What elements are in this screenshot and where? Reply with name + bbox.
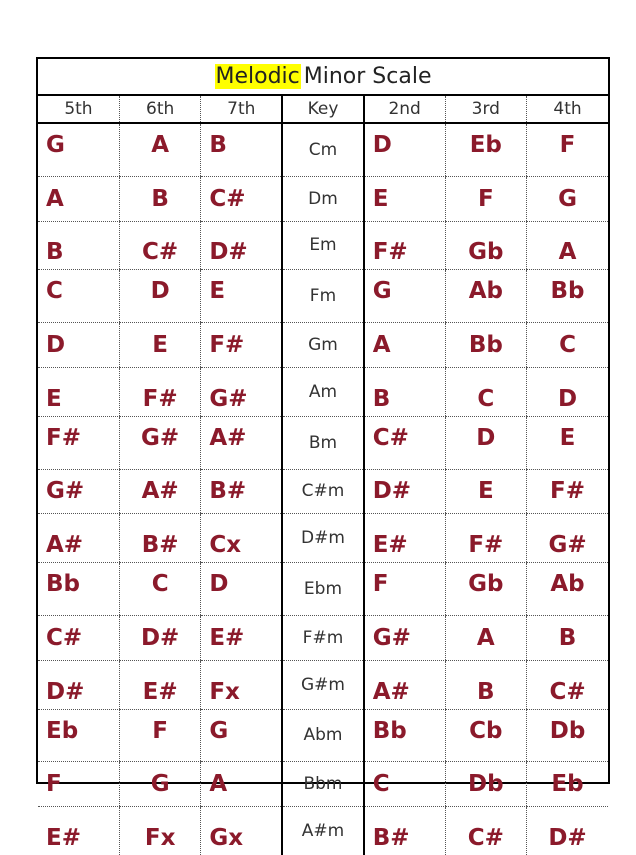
key-cell: Am	[282, 367, 363, 416]
note-cell-5th: E	[38, 367, 119, 416]
note-cell-6th: F	[119, 709, 200, 762]
note-cell-6th: G	[119, 762, 200, 807]
note-cell-7th: D#	[201, 221, 282, 270]
table-row	[38, 469, 608, 514]
note-cell-7th: E	[201, 270, 282, 323]
note-cell-7th: A#	[201, 416, 282, 469]
note-cell-5th: D	[38, 323, 119, 368]
note-cell-2nd: F	[364, 563, 445, 616]
note-cell-4th: D	[527, 367, 608, 416]
title-rest: Minor Scale	[303, 64, 432, 89]
note-cell-4th: F#	[527, 469, 608, 514]
key-cell: Bm	[282, 416, 363, 469]
note-cell-7th: Cx	[201, 514, 282, 563]
note-cell-2nd: A	[364, 323, 445, 368]
chart-title	[38, 59, 608, 96]
note-cell-3rd: F	[445, 176, 526, 221]
key-cell: Fm	[282, 270, 363, 323]
note-cell-6th: A	[119, 123, 200, 176]
note-cell-5th: Bb	[38, 563, 119, 616]
key-cell: Ebm	[282, 563, 363, 616]
note-cell-4th: Eb	[527, 762, 608, 807]
note-cell-5th: C	[38, 270, 119, 323]
key-cell: D#m	[282, 514, 363, 563]
note-cell-3rd: A	[445, 615, 526, 660]
table-row	[38, 176, 608, 221]
table-row	[38, 709, 608, 762]
header-7th: 7th	[201, 96, 282, 123]
key-cell: G#m	[282, 660, 363, 709]
note-cell-7th: A	[201, 762, 282, 807]
table-row	[38, 660, 608, 709]
table-row	[38, 514, 608, 563]
note-cell-3rd: E	[445, 469, 526, 514]
note-cell-7th: Gx	[201, 807, 282, 855]
note-cell-6th: Fx	[119, 807, 200, 855]
scale-chart	[36, 57, 610, 851]
note-cell-2nd: B	[364, 367, 445, 416]
table-row	[38, 762, 608, 807]
note-cell-6th: A#	[119, 469, 200, 514]
note-cell-6th: C#	[119, 221, 200, 270]
note-cell-2nd: C#	[364, 416, 445, 469]
note-cell-2nd: G	[364, 270, 445, 323]
note-cell-4th: C	[527, 323, 608, 368]
note-cell-4th: D#	[527, 807, 608, 855]
note-cell-5th: Eb	[38, 709, 119, 762]
note-cell-6th: E#	[119, 660, 200, 709]
note-cell-6th: G#	[119, 416, 200, 469]
note-cell-2nd: D#	[364, 469, 445, 514]
note-cell-4th: Bb	[527, 270, 608, 323]
note-cell-6th: E	[119, 323, 200, 368]
note-cell-3rd: Cb	[445, 709, 526, 762]
note-cell-5th: E#	[46, 824, 81, 851]
note-cell-3rd: Gb	[445, 221, 526, 270]
note-cell-5th: G#	[38, 469, 119, 514]
table-row	[38, 270, 608, 323]
note-cell-3rd: Db	[445, 762, 526, 807]
note-cell-7th: B#	[201, 469, 282, 514]
note-cell-3rd: Eb	[445, 123, 526, 176]
note-cell-2nd: D	[364, 123, 445, 176]
note-cell-3rd: C#	[445, 807, 526, 855]
key-cell: A#m	[282, 807, 363, 855]
note-cell-3rd: D	[445, 416, 526, 469]
note-cell-4th: F	[527, 123, 608, 176]
header-row	[38, 96, 608, 123]
note-cell-5th: D#	[38, 660, 119, 709]
note-cell-2nd: A#	[364, 660, 445, 709]
title-highlight: Melodic	[215, 64, 300, 89]
table-row	[38, 221, 608, 270]
note-cell-5th: A#	[38, 514, 119, 563]
scale-rows	[38, 123, 608, 855]
header-2nd: 2nd	[364, 96, 445, 123]
note-cell-7th: D	[201, 563, 282, 616]
header-4th: 4th	[527, 96, 608, 123]
note-cell-7th: Fx	[201, 660, 282, 709]
key-cell: Dm	[282, 176, 363, 221]
note-cell-5th: F#	[38, 416, 119, 469]
note-cell-3rd: F#	[445, 514, 526, 563]
note-cell-4th: B	[527, 615, 608, 660]
header-3rd: 3rd	[445, 96, 526, 123]
note-cell-5th: C#	[38, 615, 119, 660]
key-cell: Bbm	[282, 762, 363, 807]
note-cell-6th: B	[119, 176, 200, 221]
note-cell-3rd: C	[445, 367, 526, 416]
note-cell-7th: B	[201, 123, 282, 176]
note-cell-2nd: C	[364, 762, 445, 807]
note-cell-3rd: Ab	[445, 270, 526, 323]
note-cell-4th: E	[527, 416, 608, 469]
table-row	[38, 807, 608, 855]
note-cell-6th: D	[119, 270, 200, 323]
note-cell-7th: E#	[201, 615, 282, 660]
key-cell: Cm	[282, 123, 363, 176]
key-cell: C#m	[282, 469, 363, 514]
note-cell-2nd: E#	[364, 514, 445, 563]
note-cell-5th: B	[38, 221, 119, 270]
note-cell-7th: G#	[201, 367, 282, 416]
table-row	[38, 615, 608, 660]
note-cell-5th: F	[38, 762, 119, 807]
note-cell-4th: C#	[527, 660, 608, 709]
note-cell-4th: Ab	[527, 563, 608, 616]
key-cell: Abm	[282, 709, 363, 762]
key-cell: Gm	[282, 323, 363, 368]
note-cell-3rd: Bb	[445, 323, 526, 368]
key-cell: F#m	[282, 615, 363, 660]
note-cell-3rd: Gb	[445, 563, 526, 616]
note-cell-4th: Db	[527, 709, 608, 762]
note-cell-6th: C	[119, 563, 200, 616]
header-5th: 5th	[38, 96, 119, 123]
key-cell: Em	[282, 221, 363, 270]
note-cell-2nd: Bb	[364, 709, 445, 762]
table-row	[38, 123, 608, 176]
table-row	[38, 416, 608, 469]
note-cell-5th: G	[38, 123, 119, 176]
note-cell-2nd: G#	[364, 615, 445, 660]
scale-table	[38, 96, 608, 855]
table-row	[38, 367, 608, 416]
note-cell-4th: G	[527, 176, 608, 221]
header-key: Key	[282, 96, 363, 123]
note-cell-7th: F#	[201, 323, 282, 368]
note-cell-6th: B#	[119, 514, 200, 563]
note-cell-4th: G#	[527, 514, 608, 563]
note-cell-2nd: F#	[364, 221, 445, 270]
header-6th: 6th	[119, 96, 200, 123]
note-cell-4th: A	[527, 221, 608, 270]
note-cell-2nd: B#	[364, 807, 445, 855]
note-cell-7th: G	[201, 709, 282, 762]
note-cell-6th: D#	[119, 615, 200, 660]
note-cell-6th: F#	[119, 367, 200, 416]
note-cell-3rd: B	[445, 660, 526, 709]
note-cell-2nd: E	[364, 176, 445, 221]
table-row	[38, 323, 608, 368]
note-cell-5th: A	[38, 176, 119, 221]
table-row	[38, 563, 608, 616]
note-cell-7th: C#	[201, 176, 282, 221]
